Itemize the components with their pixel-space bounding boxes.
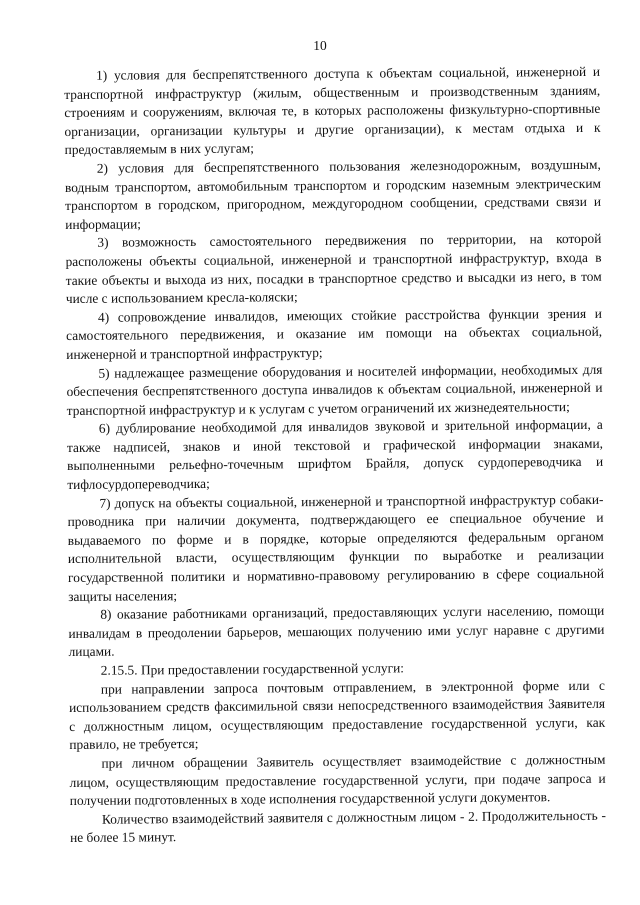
paragraph-item-5: 5) надлежащее размещение оборудования и носителей информации, необходимых для обеспечения беспрепятственного доступа инвалидов к объектам социальной, инженерной и транспортной инфраструктур и к услугам с учетом ограничений их жизнедеятельности; [66, 361, 603, 418]
paragraph-personal-request: при личном обращении Заявитель осуществляет взаимодействие с должностным лицом, осуществляющим предоставление государственной услуги, при подаче запроса и получении подготовленных в ходе исполнения государственной услуги документов. [69, 751, 606, 809]
paragraph-item-1: 1) условия для беспрепятственного доступа к объектам социальной, инженерной и транспортной инфраструктур (жилым, общественным и производственным зданиям, строениям и сооружениям, включая те, в которых расположены физкультурно-спортивные организации, организации культуры и другие организации), к местам отдыха и к предоставляемым в них услугам; [64, 63, 601, 158]
paragraph-item-2: 2) условия для беспрепятственного пользования железнодорожным, воздушным, водным транспортом, автомобильным транспортом и городским наземным электрическим транспортом в городском, пригородном, междугородном сообщении, средствами связи и информации; [64, 156, 602, 232]
paragraph-item-8: 8) оказание работниками организаций, предоставляющих услуги населению, помощи инвалидам в преодолении барьеров, мешающих получению ими услуг наравне с другими лицами. [68, 602, 605, 660]
paragraph-item-3: 3) возможность самостоятельного передвижения по территории, на которой расположены объекты социальной, инженерной и транспортной инфраструктур, входа в такие объекты и выхода из них, посадки в транспортное средство и высадки из него, в том числе с использованием кресла-коляски; [65, 231, 602, 307]
paragraph-item-7: 7) допуск на объекты социальной, инженерной и транспортной инфраструктур собаки-проводника при наличии документа, подтверждающего ее специальное обучение и выдаваемого по форме и в порядке, которые определяются федеральным органом исполнительной власти, осуществляющим функции по выработке и реализации государственной политики и нормативно-правовому регулированию в сфере социальной защиты населения; [67, 491, 605, 604]
document-body [64, 63, 606, 848]
paragraph-item-6: 6) дублирование необходимой для инвалидов звуковой и зрительной информации, а также надписей, знаков и иной текстовой и графической информации знаками, выполненными рельефно-точечным шрифтом Брайля, допуск сурдопереводчика и тифлосурдопереводчика; [66, 417, 604, 493]
paragraph-remote-request: при направлении запроса почтовым отправлением, в электронной форме или с использованием средств факсимильной связи непосредственного взаимодействия Заявителя с должностным лицом, осуществляющим предоставление государственной услуги, как правило, не требуется; [68, 677, 606, 753]
section-heading-2-15-5: 2.15.5. При предоставлении государственной услуги: [100, 660, 405, 678]
paragraph-item-4: 4) сопровождение инвалидов, имеющих стойкие расстройства функции зрения и самостоятельного передвижения, и оказание им помощи на объектах социальной, инженерной и транспортной инфраструктур; [66, 305, 603, 362]
page-number: 10 [313, 38, 327, 53]
paragraph-interaction-count: Количество взаимодействий заявителя с должностным лицом - 2. Продолжительность - не более 15 минут. [69, 807, 606, 846]
